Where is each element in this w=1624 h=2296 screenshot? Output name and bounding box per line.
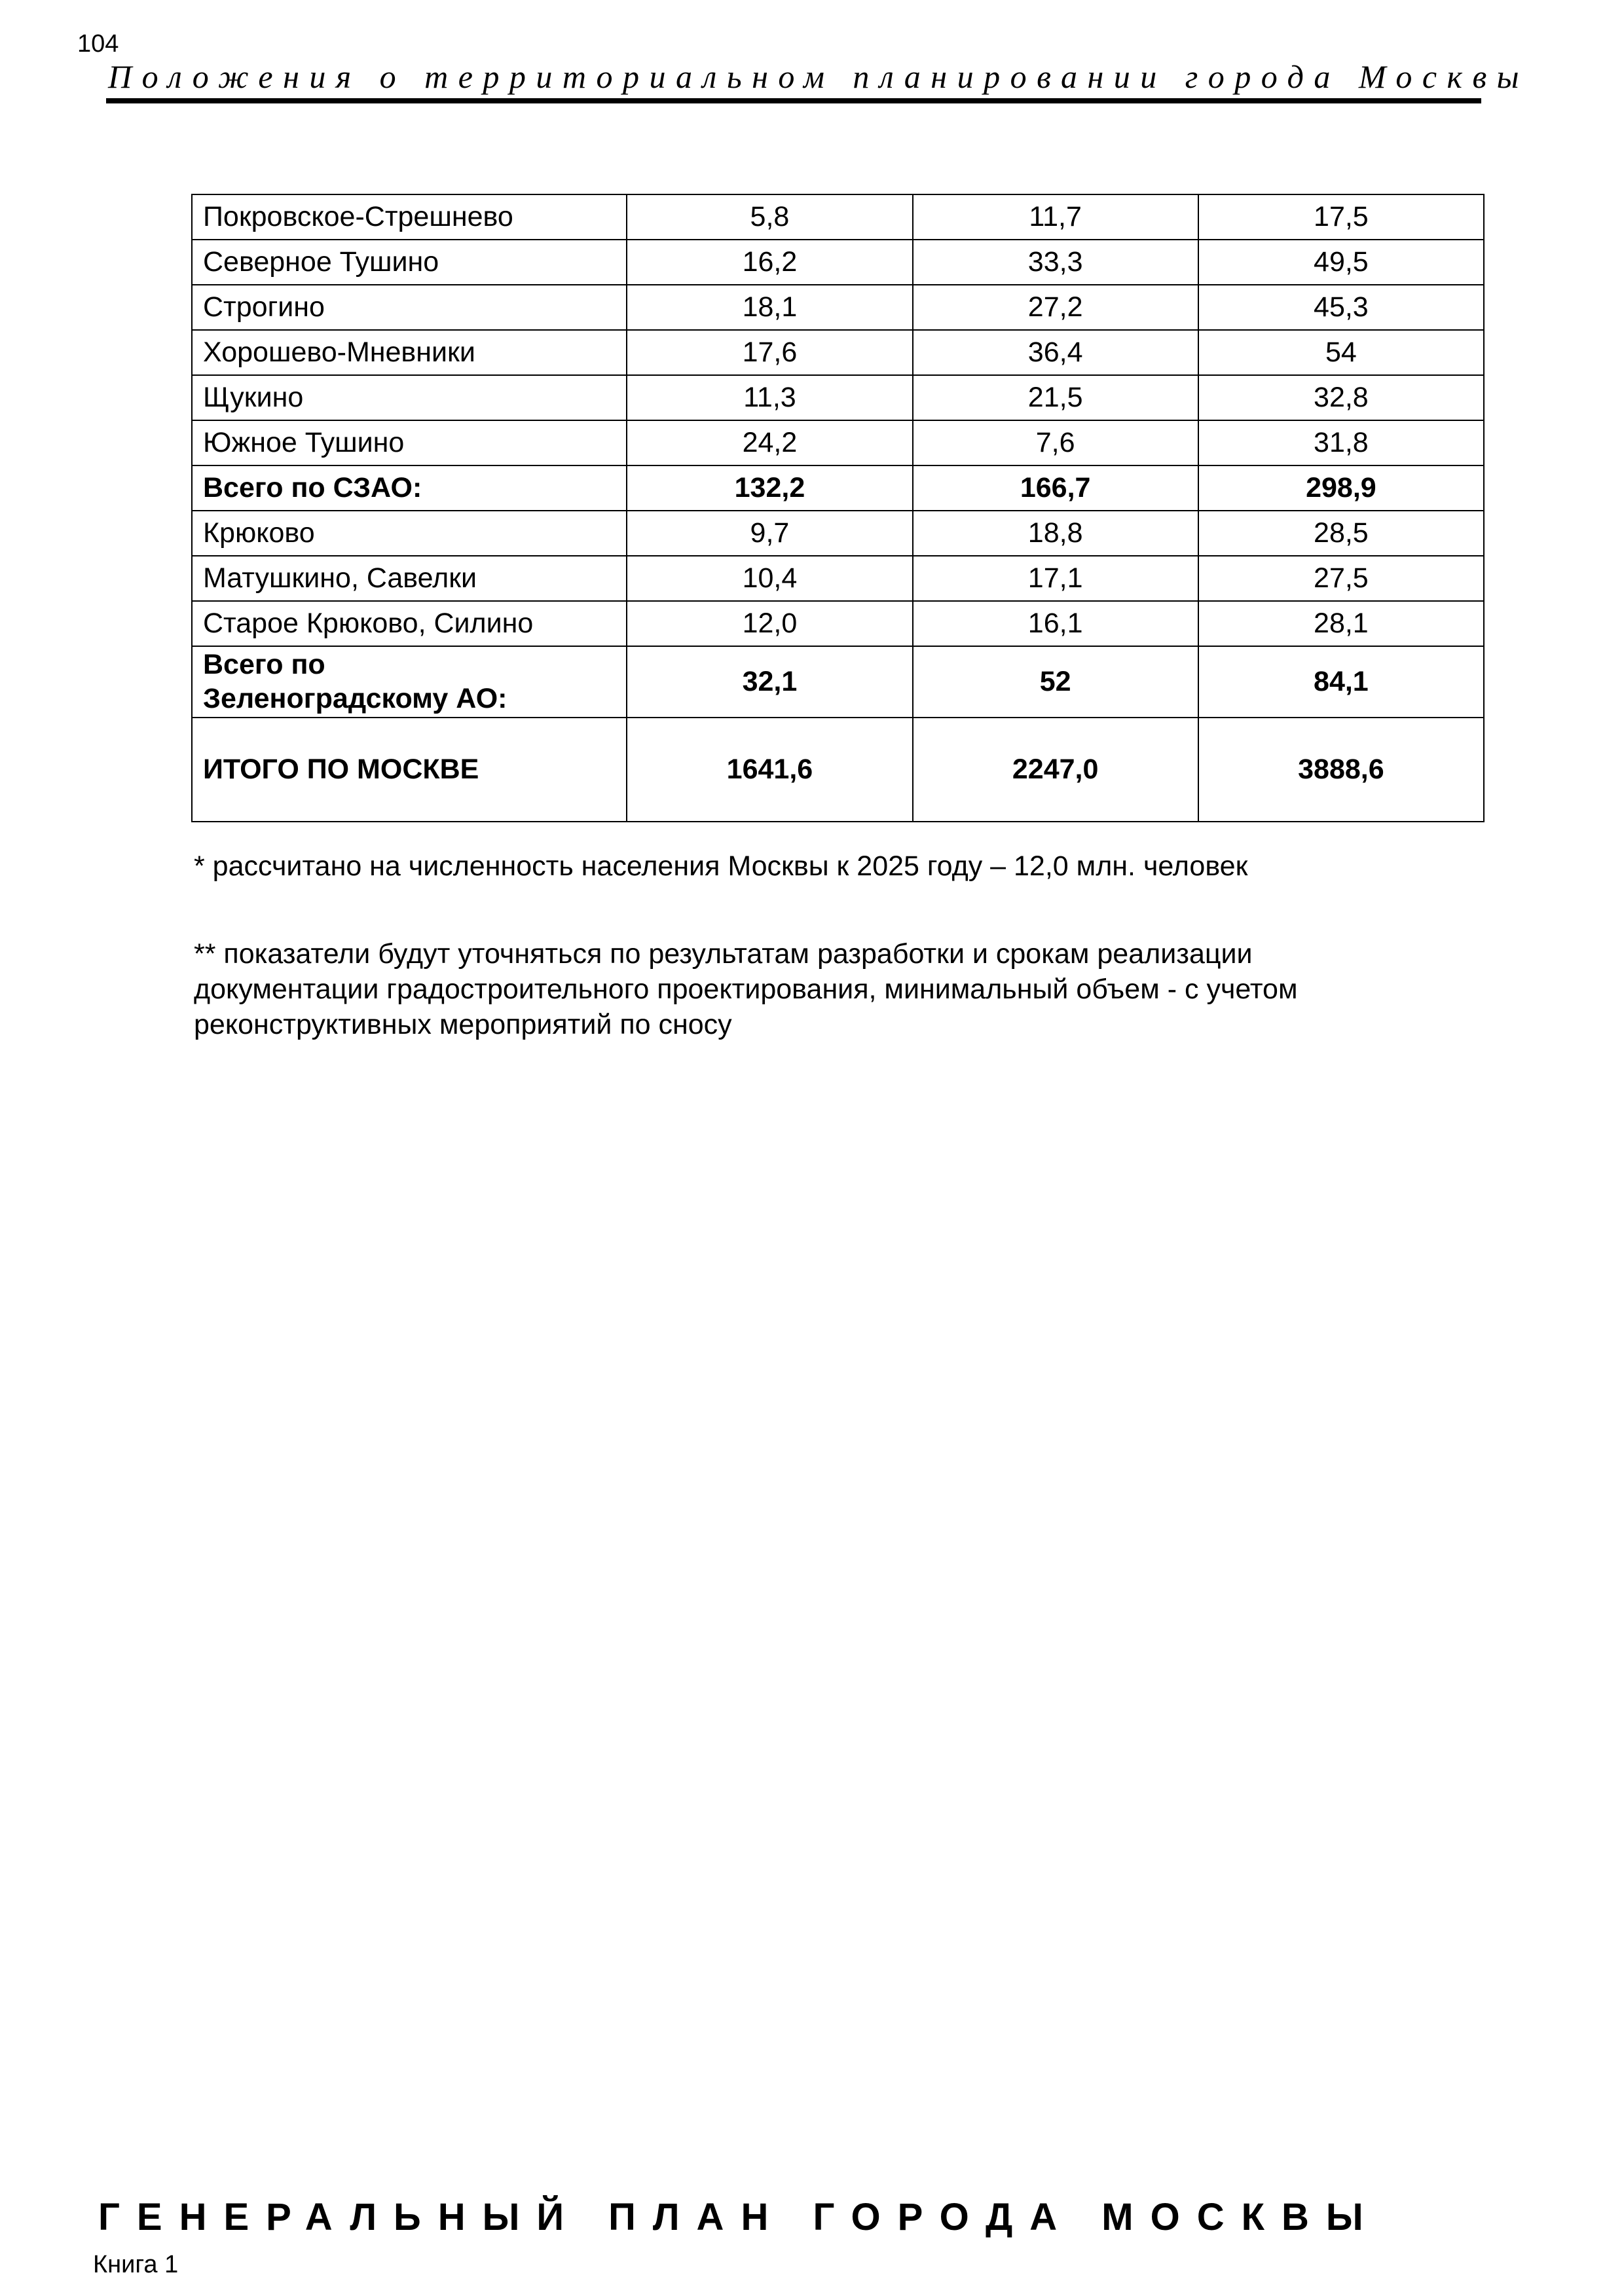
district-name: Старое Крюково, Силино bbox=[192, 601, 627, 646]
value-col2: 36,4 bbox=[913, 330, 1198, 375]
table-row bbox=[192, 375, 1484, 420]
value-col1: 9,7 bbox=[627, 511, 912, 556]
total-row-szao bbox=[192, 465, 1484, 511]
value-col3: 17,5 bbox=[1198, 194, 1484, 240]
table-row bbox=[192, 420, 1484, 465]
value-col3: 31,8 bbox=[1198, 420, 1484, 465]
value-col3: 28,5 bbox=[1198, 511, 1484, 556]
footer-title: ГЕНЕРАЛЬНЫЙ ПЛАН ГОРОДА МОСКВЫ bbox=[98, 2196, 1380, 2238]
value-col2: 33,3 bbox=[913, 240, 1198, 285]
value-col1: 5,8 bbox=[627, 194, 912, 240]
value-col3: 54 bbox=[1198, 330, 1484, 375]
district-name: Южное Тушино bbox=[192, 420, 627, 465]
value-col2: 16,1 bbox=[913, 601, 1198, 646]
footnote-line: документации градостроительного проектирования, минимальный объем - с учетом bbox=[194, 974, 1298, 1005]
value-col2: 7,6 bbox=[913, 420, 1198, 465]
data-table bbox=[191, 194, 1485, 822]
value-col3: 49,5 bbox=[1198, 240, 1484, 285]
value-col3: 84,1 bbox=[1198, 646, 1484, 718]
district-name: Северное Тушино bbox=[192, 240, 627, 285]
title-rule bbox=[106, 98, 1481, 103]
table-row bbox=[192, 330, 1484, 375]
value-col2: 21,5 bbox=[913, 375, 1198, 420]
footer-book-label: Книга 1 bbox=[93, 2251, 179, 2278]
district-name: Хорошево-Мневники bbox=[192, 330, 627, 375]
table-row bbox=[192, 285, 1484, 330]
value-col2: 18,8 bbox=[913, 511, 1198, 556]
total-row-zelao bbox=[192, 646, 1484, 718]
district-name: Строгино bbox=[192, 285, 627, 330]
district-name: Крюково bbox=[192, 511, 627, 556]
value-col1: 32,1 bbox=[627, 646, 912, 718]
value-col2: 17,1 bbox=[913, 556, 1198, 601]
value-col3: 27,5 bbox=[1198, 556, 1484, 601]
total-label-line2: Зеленоградскому АО: bbox=[203, 682, 507, 714]
district-name: Матушкино, Савелки bbox=[192, 556, 627, 601]
district-name: Щукино bbox=[192, 375, 627, 420]
value-col1: 132,2 bbox=[627, 465, 912, 511]
value-col3: 298,9 bbox=[1198, 465, 1484, 511]
value-col1: 17,6 bbox=[627, 330, 912, 375]
value-col1: 12,0 bbox=[627, 601, 912, 646]
footnote-line: ** показатели будут уточняться по результатам разработки и срокам реализации bbox=[194, 938, 1253, 970]
district-name: Покровское-Стрешнево bbox=[192, 194, 627, 240]
value-col1: 16,2 bbox=[627, 240, 912, 285]
running-title: Положения о территориальном планировании города Москвы bbox=[108, 58, 1530, 95]
value-col1: 10,4 bbox=[627, 556, 912, 601]
footnote-population: * рассчитано на численность населения Москвы к 2025 году – 12,0 млн. человек bbox=[194, 850, 1248, 882]
page-number: 104 bbox=[77, 30, 119, 58]
value-col3: 3888,6 bbox=[1198, 718, 1484, 822]
value-col2: 11,7 bbox=[913, 194, 1198, 240]
value-col1: 24,2 bbox=[627, 420, 912, 465]
value-col2: 27,2 bbox=[913, 285, 1198, 330]
value-col2: 166,7 bbox=[913, 465, 1198, 511]
value-col1: 1641,6 bbox=[627, 718, 912, 822]
footnote-line: реконструктивных мероприятий по сносу bbox=[194, 1009, 732, 1040]
grand-total-label: ИТОГО ПО МОСКВЕ bbox=[192, 718, 627, 822]
value-col1: 11,3 bbox=[627, 375, 912, 420]
table-row bbox=[192, 194, 1484, 240]
table-row bbox=[192, 240, 1484, 285]
grand-total-row bbox=[192, 718, 1484, 822]
value-col2: 2247,0 bbox=[913, 718, 1198, 822]
value-col3: 45,3 bbox=[1198, 285, 1484, 330]
total-label bbox=[192, 646, 627, 718]
footnote-indicators bbox=[194, 936, 1490, 1042]
value-col3: 28,1 bbox=[1198, 601, 1484, 646]
total-label: Всего по СЗАО: bbox=[192, 465, 627, 511]
value-col1: 18,1 bbox=[627, 285, 912, 330]
table-row bbox=[192, 556, 1484, 601]
table-row bbox=[192, 511, 1484, 556]
value-col3: 32,8 bbox=[1198, 375, 1484, 420]
value-col2: 52 bbox=[913, 646, 1198, 718]
total-label-line1: Всего по bbox=[203, 648, 325, 680]
table-row bbox=[192, 601, 1484, 646]
